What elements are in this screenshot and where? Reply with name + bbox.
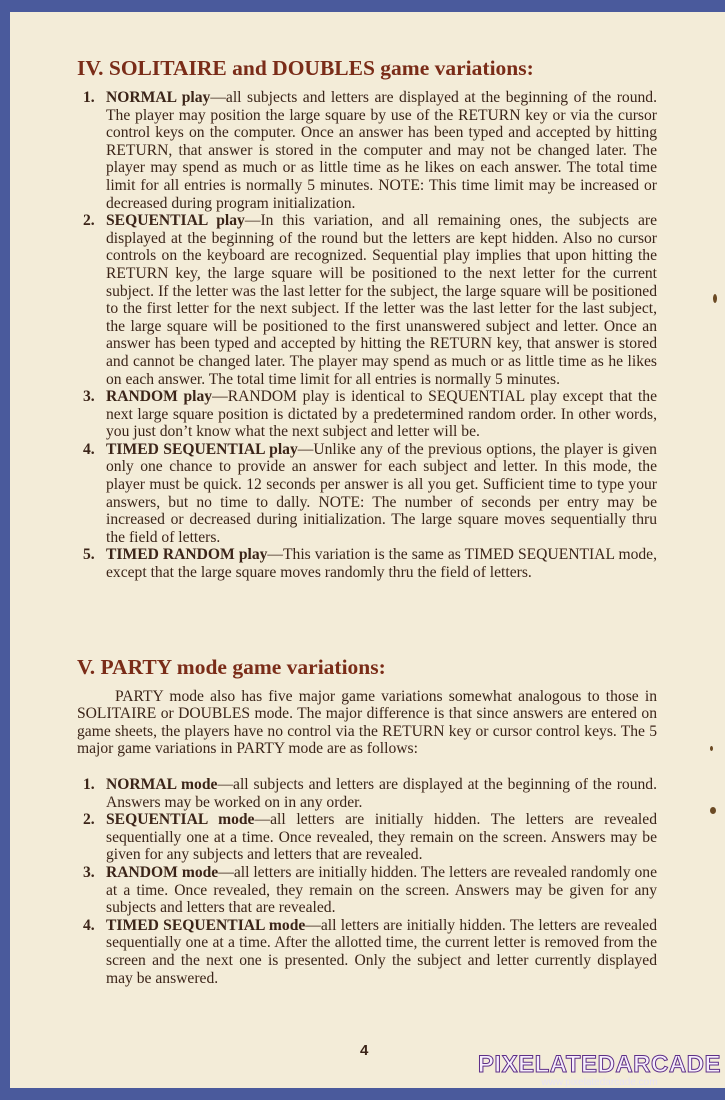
item-number: 4. bbox=[83, 916, 95, 934]
section-4-list bbox=[77, 89, 657, 582]
list-item bbox=[77, 388, 657, 441]
item-number: 2. bbox=[83, 212, 95, 230]
item-number: 4. bbox=[83, 440, 95, 458]
list-item bbox=[77, 776, 657, 811]
item-number: 1. bbox=[83, 89, 95, 106]
page-number: 4 bbox=[360, 1042, 369, 1059]
watermark-url: www.pixelatedarcade.com bbox=[541, 1077, 658, 1088]
section-5-title: V. PARTY mode game variations: bbox=[77, 654, 386, 679]
section-5-list bbox=[77, 776, 657, 987]
item-text: —In this variation, and all remaining ones, the subjects are displayed at the beginning of the round but the letters are kept hidden. Also no cursor controls on the keyboard are recognized. Sequential play implies that upon hitting the RETURN key, the large square will be positioned to the next letter for the current subject. If the letter was the last letter for the subject, the large square will be positioned to the first letter for the next subject. If the letter was the last letter for the last subject, the large square will be positioned to the first unanswered subject and letter. Once an answer has been typed and accepted by hitting the RETURN key, that answer is stored and cannot be changed later. The player may spend as much or as little time as he likes on each answer. The total time limit for all entries is normally 5 minutes. bbox=[106, 212, 657, 388]
print-speck bbox=[710, 746, 713, 751]
item-text: —RANDOM play is identical to SEQUENTIAL play except that the next large square position is dictated by a predetermined random order. In other words, you just don’t know what the next subject and letter will be. bbox=[106, 388, 657, 441]
item-term: TIMED SEQUENTIAL mode bbox=[106, 916, 306, 934]
section-4-title: IV. SOLITAIRE and DOUBLES game variations: bbox=[77, 56, 534, 80]
list-item bbox=[77, 441, 657, 547]
list-item bbox=[77, 89, 657, 212]
print-speck bbox=[713, 294, 717, 303]
list-item bbox=[77, 917, 657, 987]
item-number: 2. bbox=[83, 811, 95, 829]
item-term: SEQUENTIAL mode bbox=[106, 811, 255, 829]
list-item bbox=[77, 212, 657, 388]
item-term: NORMAL play bbox=[106, 89, 211, 106]
item-text: —all letters are initially hidden. The letters are revealed randomly one at a time. Once revealed, they remain on the screen. Answers may be given for any subjects and letters that are revealed. bbox=[106, 863, 657, 917]
item-number: 3. bbox=[83, 863, 95, 881]
watermark bbox=[478, 1053, 721, 1088]
item-number: 3. bbox=[83, 388, 95, 406]
print-speck bbox=[710, 807, 716, 814]
item-text: —all letters are initially hidden. The letters are revealed sequentially one at a time. After the allotted time, the current letter is removed from the screen and the next one is presented. Only the subject and letter currently displayed may be answered. bbox=[106, 916, 657, 987]
item-text: —all subjects and letters are displayed at the beginning of the round. Answers may be worked on in any order. bbox=[106, 776, 657, 811]
item-text: —all subjects and letters are displayed at the beginning of the round. The player may position the large square by use of the RETURN key or via the cursor control keys on the computer. Once an answer has been typed and accepted by hitting RETURN, that answer is stored in the computer and may not be changed later. The player may spend as much or as little time as he likes on each answer. The total time limit for all entries is normally 5 minutes. NOTE: This time limit may be increased or decreased during program initialization. bbox=[106, 89, 657, 212]
item-number: 1. bbox=[83, 776, 95, 793]
item-text: —This variation is the same as TIMED SEQUENTIAL mode, except that the large square moves randomly thru the field of letters. bbox=[106, 546, 657, 582]
item-text: —Unlike any of the previous options, the player is given only one chance to provide an answer for each subject and letter. In this mode, the player must be quick. 12 seconds per answer is all you get. Sufficient time to type your answers, but no time to dally. NOTE: The number of seconds per entry may be increased or decreased during initialization. The large square moves sequentially thru the field of letters. bbox=[106, 440, 657, 546]
section-spacer bbox=[77, 582, 657, 655]
section-5-intro: PARTY mode also has five major game variations somewhat analogous to those in SOLITAIRE or DOUBLES mode. The major difference is that since answers are entered on game sheets, the players have no control via the RETURN key or cursor control keys. The 5 major game variations in PARTY mode are as follows: bbox=[77, 687, 657, 758]
item-term: TIMED RANDOM play bbox=[106, 546, 268, 564]
item-term: TIMED SEQUENTIAL play bbox=[106, 440, 298, 458]
item-text: —all letters are initially hidden. The letters are revealed sequentially one at a time. Once revealed, they remain on the screen. Answers may be given for any subjects and letters that are revealed. bbox=[106, 811, 657, 864]
watermark-logo: PIXELATEDARCADE bbox=[477, 1051, 721, 1078]
item-term: RANDOM play bbox=[106, 388, 213, 406]
item-number: 5. bbox=[83, 546, 95, 564]
item-term: RANDOM mode bbox=[106, 863, 219, 881]
manual-text bbox=[77, 56, 657, 987]
list-item bbox=[77, 864, 657, 917]
item-term: NORMAL mode bbox=[106, 776, 218, 793]
list-item bbox=[77, 546, 657, 581]
item-term: SEQUENTIAL play bbox=[106, 212, 245, 230]
list-item bbox=[77, 811, 657, 864]
